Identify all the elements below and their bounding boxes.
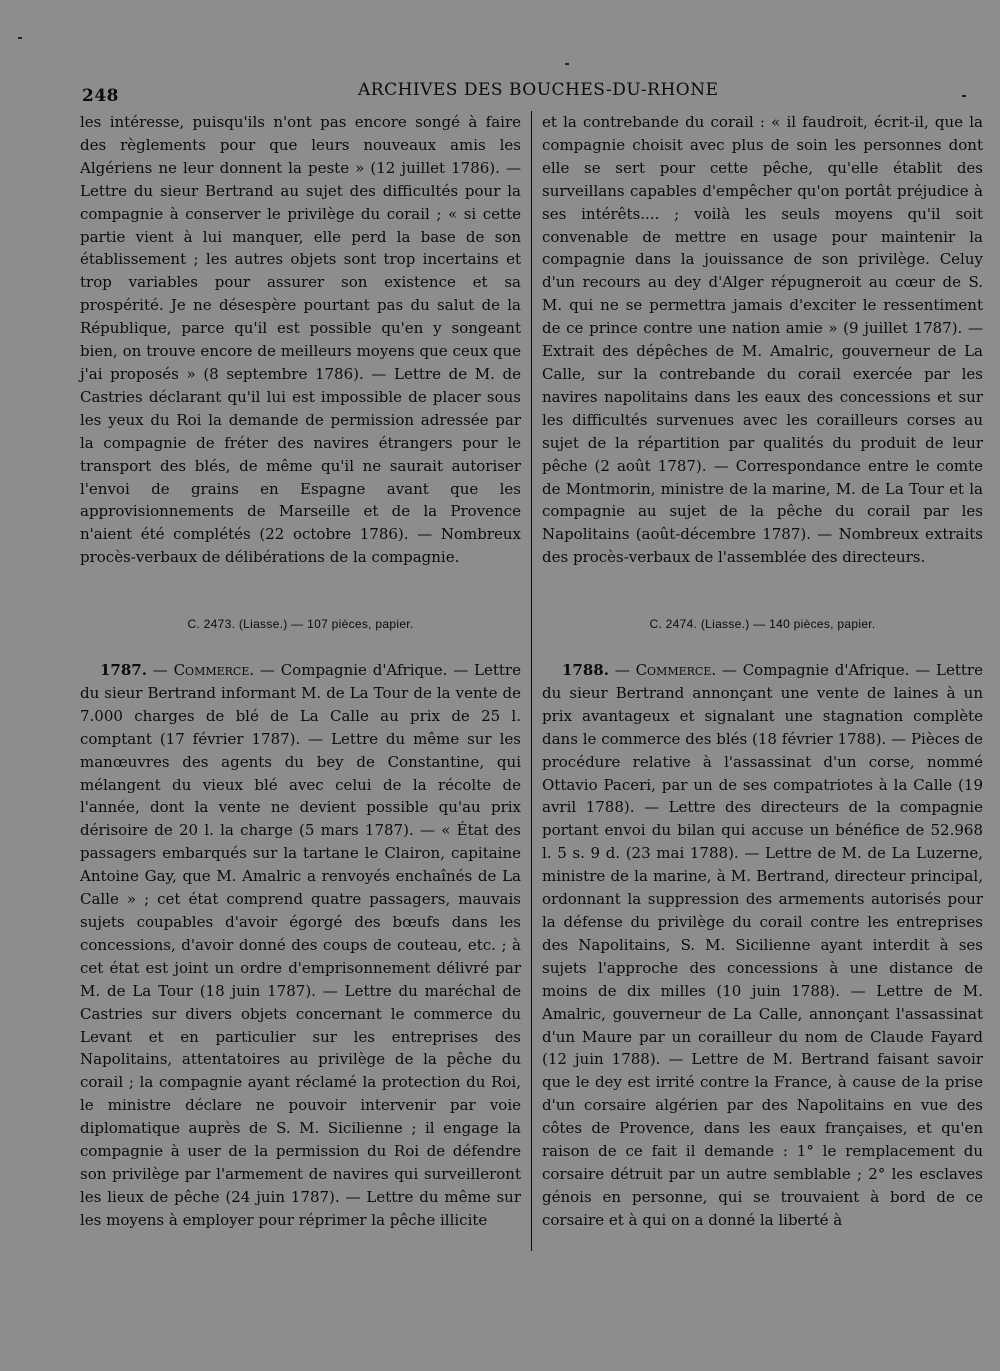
- left-entry-paragraph: [80, 659, 521, 1232]
- right-continuation-block: [542, 111, 983, 589]
- left-cote: [80, 601, 521, 643]
- right-cote: [542, 601, 983, 643]
- right-cote-text: C. 2474. (Liasse.) — 140 pièces, papier.: [649, 617, 876, 631]
- left-continuation-text: les intéresse, puisqu'ils n'ont pas encore songé à faire des règlements pour que leurs nouveaux amis les Algériens ne leur donnent la peste » (12 juillet 1786). — Lettre du sieur Bertrand au sujet des difficultés pour la compagnie à conserver le privilège du corail ; « si cette partie vient à lui manquer, elle perd la base de son établissement ; les autres objets sont trop incertains et trop variables pour assurer son existence et sa prospérité. Je ne désespère pourtant pas du salut de la République, parce qu'il est possible qu'en y songeant bien, on trouve encore de meilleurs moyens que ceux que j'ai proposés » (8 septembre 1786). — Lettre de M. de Castries déclarant qu'il lui est impossible de placer sous les yeux du Roi la demande de permission adressée par la compagnie de fréter des navires étrangers pour le transport des blés, de même qu'il ne saurait autoriser l'envoi de grains en Espagne avant que les approvisionnements de Marseille et de la Provence n'aient été complétés (22 octobre 1786). — Nombreux procès-verbaux de délibérations de la compagnie.: [80, 113, 521, 567]
- right-entry-subject-company: — Compagnie d'Afrique. —: [721, 661, 931, 679]
- right-entry-text: Lettre du sieur Bertrand annonçant une vente de laines à un prix avantageux et signalant une stagnation complète dans le commerce des blés (18 février 1788). — Pièces de procédure relative à l'assassinat d'un corse, nommé Ottavio Paceri, par un de ses compatriotes à la Calle (19 avril 1788). — Lettre des directeurs de la compagnie portant envoi du bilan qui accuse un bénéfice de 52.968 l. 5 s. 9 d. (23 mai 1788). — Lettre de M. de La Luzerne, ministre de la marine, à M. Bertrand, directeur principal, ordonnant la suppression des armements autorisés pour la défense du privilège du corail contre les entreprises des Napolitains, S. M. Sicilienne ayant interdit à ses sujets l'approche des concessions à une distance de moins de dix milles (10 juin 1788). — Lettre de M. Amalric, gouverneur de La Calle, annonçant l'assassinat d'un Maure par un corailleur du nom de Claude Fayard (12 juin 1788). — Lettre de M. Bertrand faisant savoir que le dey est irrité contre la France, à cause de la prise d'un corsaire algérien par des Napolitains en vue des côtes de Provence, dans les eaux françaises, et qu'en raison de ce fait il demande : 1° le remplacement du corsaire détruit par un autre semblable ; 2° les esclaves génois en personne, qui se trouvaient à bord de ce corsaire et à qui on a donné la liberté à: [542, 661, 983, 1229]
- page-number: 248: [82, 86, 119, 106]
- scan-speck: [565, 63, 569, 65]
- page-header: [82, 80, 982, 106]
- left-entry-block: [80, 659, 521, 1232]
- right-entry-block: [542, 659, 983, 1232]
- scan-speck: [962, 95, 966, 97]
- left-continuation-block: [80, 111, 521, 589]
- right-column: [542, 111, 983, 1232]
- left-entry-subject-commerce: — Commerce.: [152, 661, 255, 679]
- scan-speck: [18, 37, 22, 39]
- left-entry-subject-company: — Compagnie d'Afrique. —: [259, 661, 469, 679]
- left-entry-year: 1787.: [100, 661, 147, 679]
- left-entry-text: Lettre du sieur Bertrand informant M. de La Tour de la vente de 7.000 charges de blé de La Calle au prix de 25 l. comptant (17 février 1787). — Lettre du même sur les manœuvres des agents du bey de Constantine, qui mélangent du vieux blé avec celui de la récolte de l'année, dont la vente ne devient possible qu'au prix dérisoire de 20 l. la charge (5 mars 1787). — « État des passagers embarqués sur la tartane le Clairon, capitaine Antoine Gay, que M. Amalric a renvoyés enchaînés de La Calle » ; cet état comprend quatre passagers, mauvais sujets coupables d'avoir égorgé des bœufs dans les concessions, d'avoir donné des coups de couteau, etc. ; à cet état est joint un ordre d'emprisonnement délivré par M. de La Tour (18 juin 1787). — Lettre du maréchal de Castries sur divers objets concernant le commerce du Levant et en particulier sur les entreprises des Napolitains, attentatoires au privilège de la pêche du corail ; la compagnie ayant réclamé la protection du Roi, le ministre déclare ne pouvoir intervenir par voie diplomatique auprès de S. M. Sicilienne ; il engage la compagnie à user de la permission du Roi de défendre son privilège par l'armement de navires qui surveilleront les lieux de pêche (24 juin 1787). — Lettre du même sur les moyens à employer pour réprimer la pêche illicite: [80, 661, 521, 1229]
- left-column: [80, 111, 521, 1232]
- running-title: ARCHIVES DES BOUCHES-DU-RHONE: [358, 80, 719, 100]
- right-entry-paragraph: [542, 659, 983, 1232]
- left-cote-text: C. 2473. (Liasse.) — 107 pièces, papier.: [187, 617, 414, 631]
- right-entry-year: 1788.: [562, 661, 609, 679]
- right-continuation-text: et la contrebande du corail : « il faudroit, écrit-il, que la compagnie choisit avec plus de soin les personnes dont elle se sert pour cette pêche, qu'elle établit des surveillans capables d'empêcher qu'on portât préjudice à ses intérêts.... ; voilà les seuls moyens qu'il soit convenable de mettre en usage pour maintenir la compagnie dans la jouissance de son privilège. Celuy d'un recours au dey d'Alger répugneroit au cœur de S. M. qui ne se permettra jamais d'exciter le ressentiment de ce prince contre une nation amie » (9 juillet 1787). — Extrait des dépêches de M. Amalric, gouverneur de La Calle, sur la contrebande du corail exercée par les navires napolitains dans les eaux des concessions et sur les difficultés survenues avec les corailleurs corses au sujet de la répartition par qualités du produit de leur pêche (2 août 1787). — Correspondance entre le comte de Montmorin, ministre de la marine, M. de La Tour et la compagnie au sujet de la pêche du corail par les Napolitains (août-décembre 1787). — Nombreux extraits des procès-verbaux de l'assemblée des directeurs.: [542, 113, 983, 567]
- right-entry-subject-commerce: — Commerce.: [614, 661, 717, 679]
- column-divider: [531, 111, 532, 1251]
